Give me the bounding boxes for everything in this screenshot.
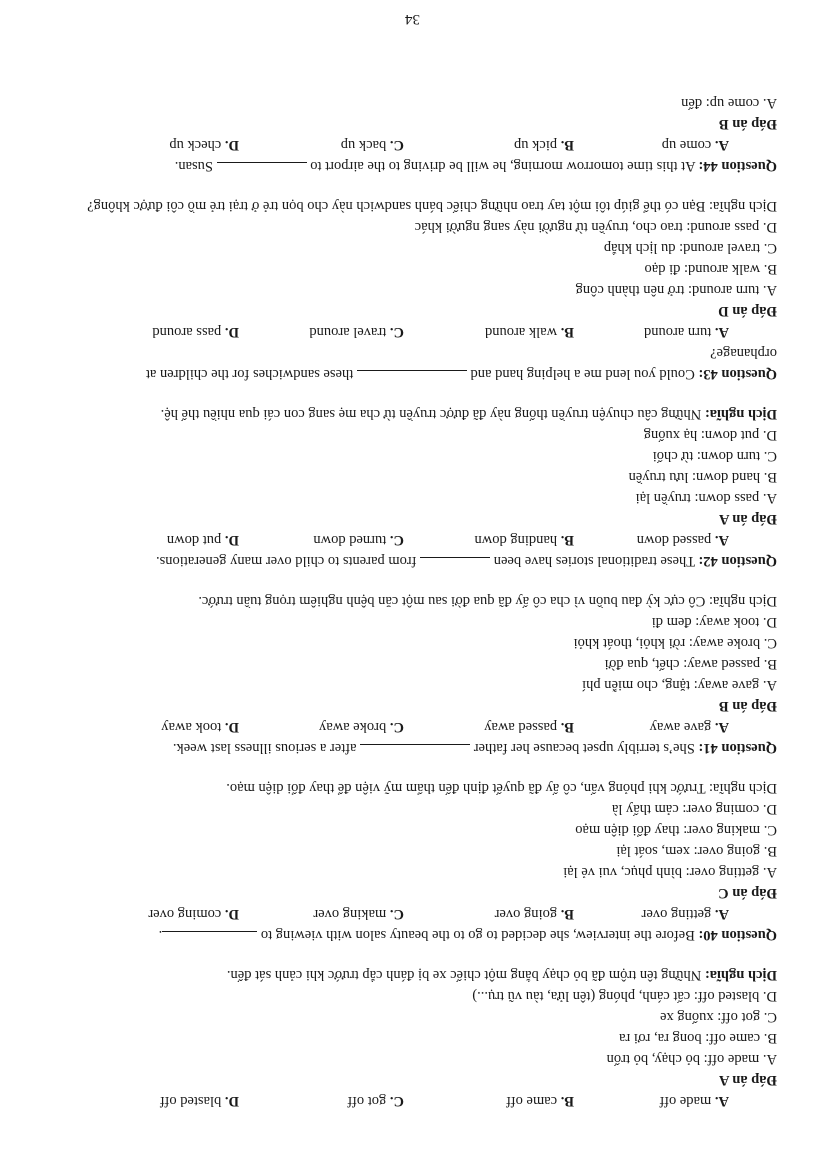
question-40: Question 40: Before the interview, she decided to go to the beauty salon with viewing to . (46, 924, 777, 946)
meaning-b: B. hand down: lưu truyền (628, 469, 777, 485)
meaning-d: D. blasted off: cất cánh, phóng (tên lửa, tàu vũ trụ...) (472, 988, 777, 1004)
option-d: D. pass around (152, 324, 239, 340)
translation-q39: Dịch nghĩa: Những tên trộm đã bỏ chạy bằng một chiếc xe bị đánh cắp trước khi cảnh sát đến. (226, 967, 777, 983)
answer-q41: Đáp án B (718, 698, 777, 714)
meaning-a: A. made off: bỏ chạy, bỏ trốn (606, 1051, 777, 1067)
answer-q43: Đáp án D (718, 303, 777, 319)
meaning-a: A. come up: đến (681, 95, 777, 111)
translation-q40: Dịch nghĩa: Trước khi phỏng vấn, cô ấy đã quyết định đến thẩm mỹ viện để thay đổi diện mạo. (226, 780, 777, 796)
option-b: B. walk around (485, 324, 574, 340)
option-a: A. getting over (641, 906, 729, 922)
meaning-b: B. passed away: chết, qua đời (604, 656, 777, 672)
translation-q42: Dịch nghĩa: Những câu chuyện truyền thống này đã được truyền từ cha mẹ sang con cái qua nhiều thế hệ. (160, 406, 777, 422)
options-q41 (46, 716, 777, 737)
options-q39 (46, 1090, 777, 1111)
meaning-c: C. travel around: du lịch khắp (603, 240, 777, 256)
meaning-d: D. put down: hạ xuống (643, 427, 777, 443)
meaning-b: B. walk around: đi dạo (644, 261, 777, 277)
option-b: B. pick up (513, 137, 574, 153)
meaning-a: A. getting over: bình phục, vui vẻ lại (563, 864, 777, 880)
option-a: A. turn around (644, 324, 729, 340)
options-q44 (46, 134, 777, 155)
option-c: C. got off (347, 1093, 404, 1109)
meaning-a: A. pass down: truyền lại (635, 490, 777, 506)
option-b: B. passed away (484, 719, 574, 735)
answer-q39: Đáp án A (718, 1072, 777, 1088)
meaning-b: B. going over: xem, soát lại (616, 843, 777, 859)
options-q40 (46, 903, 777, 924)
option-d: D. took away (161, 719, 239, 735)
answer-q42: Đáp án A (718, 511, 777, 527)
answer-q40: Đáp án C (718, 885, 777, 901)
translation-q43: Dịch nghĩa: Bạn có thể giúp tôi một tay trao những chiếc bánh sandwich này cho bọn trẻ ở trại trẻ mồ côi được không? (87, 198, 777, 214)
option-d: D. put down (166, 532, 239, 548)
meaning-c: C. turn down: từ chối (652, 448, 777, 464)
option-c: C. travel around (309, 324, 404, 340)
meaning-d: D. pass around: trao cho, truyền từ người này sang người khác (414, 219, 777, 235)
page-content (46, 92, 777, 1111)
option-a: A. come up (661, 137, 729, 153)
translation-q41: Dịch nghĩa: Cô cực kỳ đau buồn vì cha cô ấy đã qua đời sau một căn bệnh nghiêm trọng tuần trước. (198, 593, 777, 609)
question-44: Question 44: At this time tomorrow morning, he will be driving to the airport to Susan. (46, 155, 777, 177)
question-43-cont: orphanage? (710, 345, 777, 361)
option-a: A. gave away (649, 719, 729, 735)
answer-q44: Đáp án B (718, 116, 777, 132)
page-number: 34 (405, 11, 420, 27)
options-q43 (46, 321, 777, 342)
option-c: C. back up (340, 137, 404, 153)
meaning-a: A. turn around: trở nên thành công (575, 282, 777, 298)
option-a: A. made off (659, 1093, 729, 1109)
meaning-b: B. came off: bong ra, rơi ra (619, 1030, 777, 1046)
meaning-c: C. making over: thay đổi diện mạo (575, 822, 777, 838)
meaning-a: A. gave away: tặng, cho miễn phí (582, 677, 777, 693)
option-a: A. passed down (636, 532, 729, 548)
option-b: B. handing down (474, 532, 574, 548)
meaning-c: C. broke away: rời khỏi, thoát khỏi (573, 635, 777, 651)
option-d: D. blasted off (159, 1093, 239, 1109)
option-c: C. broke away (319, 719, 404, 735)
meaning-d: D. coming over: cảm thấy là (611, 801, 777, 817)
question-41: Question 41: She’s terribly upset because her father after a serious illness last week. (46, 737, 777, 759)
option-c: C. turned down (313, 532, 404, 548)
question-43: Question 43: Could you lend me a helping hand and these sandwiches for the children at (46, 363, 777, 385)
option-b: B. going over (494, 906, 574, 922)
question-42: Question 42: These traditional stories have been from parents to child over many generations. (46, 550, 777, 572)
option-c: C. making over (313, 906, 404, 922)
options-q42 (46, 529, 777, 550)
option-b: B. came off (506, 1093, 574, 1109)
option-d: D. coming over (148, 906, 239, 922)
option-d: D. check up (169, 137, 239, 153)
meaning-d: D. took away: đem đi (651, 614, 777, 630)
meaning-c: C. got off: xuống xe (660, 1009, 777, 1025)
